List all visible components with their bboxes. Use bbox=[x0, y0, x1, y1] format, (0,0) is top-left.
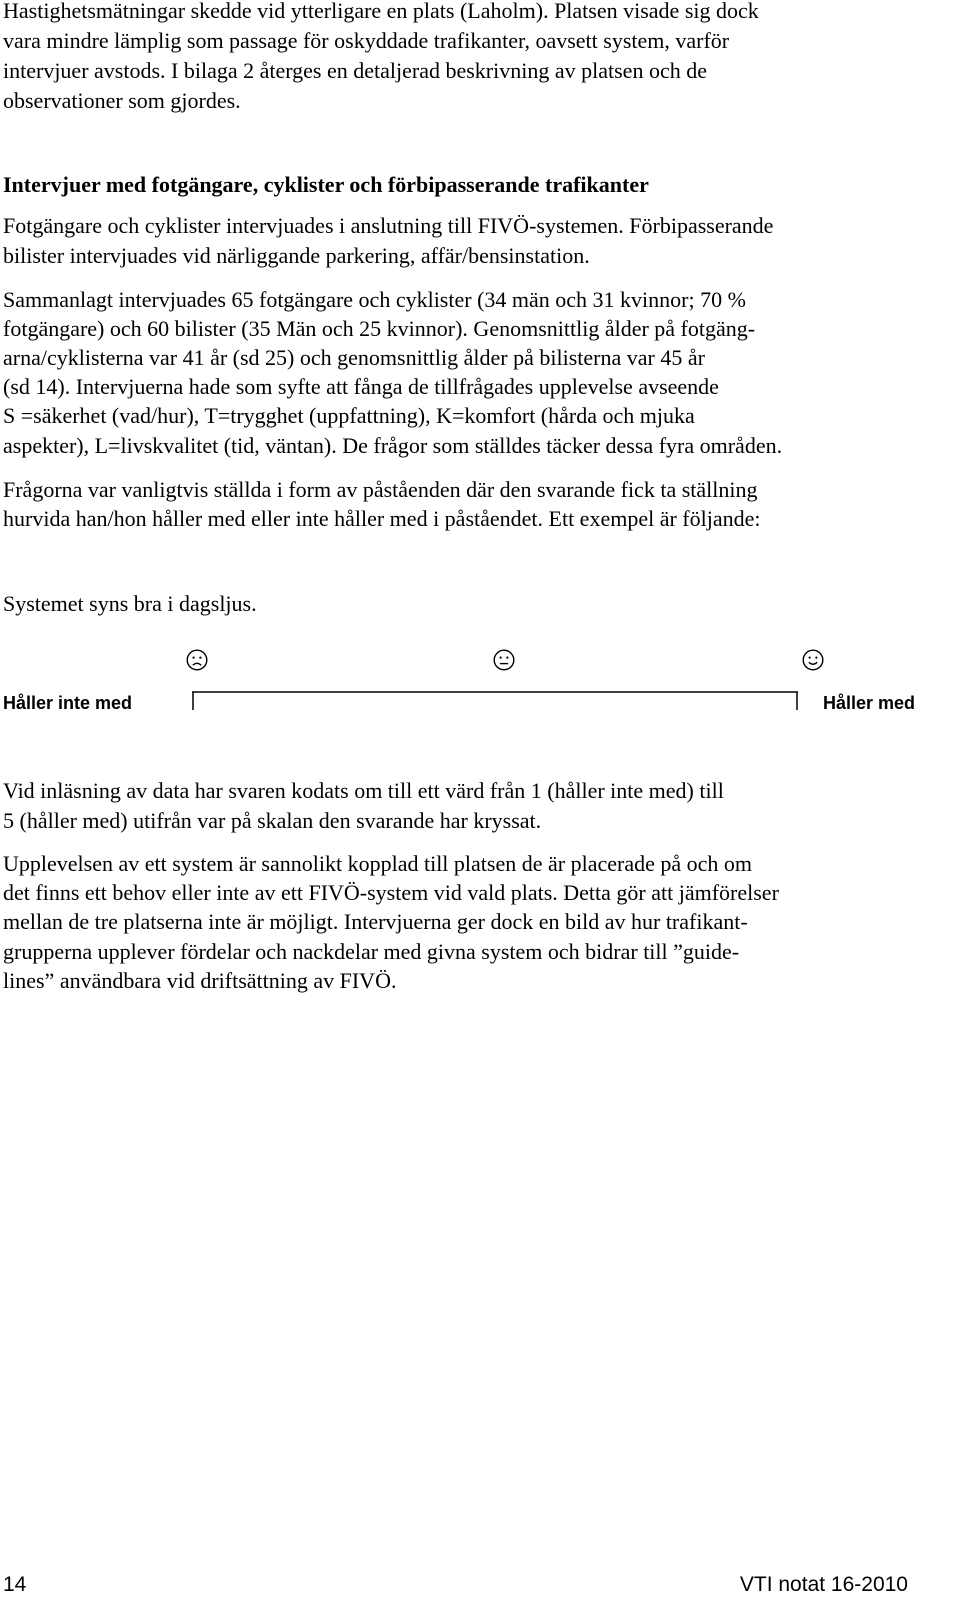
text-line: Sammanlagt intervjuades 65 fotgängare och cyklister (34 män och 31 kvinnor; 70 % bbox=[3, 287, 746, 312]
text-line: arna/cyklisterna var 41 år (sd 25) och genomsnittlig ålder på bilisterna var 45 år bbox=[3, 345, 705, 370]
text-line: Hastighetsmätningar skedde vid ytterligare en plats (Laholm). Platsen visade sig dock bbox=[3, 0, 759, 23]
text-line: fotgängare) och 60 bilister (35 Män och 25 kvinnor). Genomsnittlig ålder på fotgäng- bbox=[3, 316, 756, 341]
text-line: det finns ett behov eller inte av ett FIVÖ-system vid vald plats. Detta gör att jämförelser bbox=[3, 880, 779, 905]
publication-id: VTI notat 16-2010 bbox=[739, 1573, 908, 1596]
neutral-face-icon bbox=[493, 649, 515, 671]
agreement-scale[interactable] bbox=[192, 691, 798, 711]
text-line: grupperna upplever fördelar och nackdelar med givna system och bidrar till ”guide- bbox=[3, 939, 740, 964]
text-line: lines” användbara vid driftsättning av FIVÖ. bbox=[3, 968, 397, 993]
page-number: 14 bbox=[3, 1573, 27, 1596]
section-heading: Intervjuer med fotgängare, cyklister och förbipasserande trafikanter bbox=[3, 172, 649, 197]
text-line: bilister intervjuades vid närliggande parkering, affär/bensinstation. bbox=[3, 243, 590, 268]
example-statement: Systemet syns bra i dagsljus. bbox=[3, 591, 257, 616]
text-line: observationer som gjordes. bbox=[3, 88, 241, 113]
text-line: vara mindre lämplig som passage för oskyddade trafikanter, oavsett system, varför bbox=[3, 28, 730, 53]
text-line: Vid inläsning av data har svaren kodats om till ett värd från 1 (håller inte med) till bbox=[3, 778, 724, 803]
text-line: Upplevelsen av ett system är sannolikt kopplad till platsen de är placerade på och om bbox=[3, 851, 752, 876]
text-line: 5 (håller med) utifrån var på skalan den svarande har kryssat. bbox=[3, 808, 542, 833]
text-line: aspekter), L=livskvalitet (tid, väntan). De frågor som ställdes täcker dessa fyra områden. bbox=[3, 433, 783, 458]
text-line: mellan de tre platserna inte är möjligt. Intervjuerna ger dock en bild av hur trafikant- bbox=[3, 909, 748, 934]
text-line: (sd 14). Intervjuerna hade som syfte att fånga de tillfrågades upplevelse avseende bbox=[3, 374, 719, 399]
text-line: intervjuer avstods. I bilaga 2 återges en detaljerad beskrivning av platsen och de bbox=[3, 58, 707, 83]
text-line: Frågorna var vanligtvis ställda i form av påståenden där den svarande fick ta ställning bbox=[3, 477, 758, 502]
text-line: S =säkerhet (vad/hur), T=trygghet (uppfattning), K=komfort (hårda och mjuka bbox=[3, 403, 695, 428]
happy-face-icon bbox=[802, 649, 824, 671]
sad-face-icon bbox=[186, 649, 208, 671]
text-line: Fotgängare och cyklister intervjuades i anslutning till FIVÖ-systemen. Förbipasserande bbox=[3, 213, 774, 238]
scale-right-label: Håller med bbox=[823, 693, 916, 713]
scale-left-label: Håller inte med bbox=[3, 693, 133, 713]
text-line: hurvida han/hon håller med eller inte håller med i påståendet. Ett exempel är följande: bbox=[3, 506, 761, 531]
